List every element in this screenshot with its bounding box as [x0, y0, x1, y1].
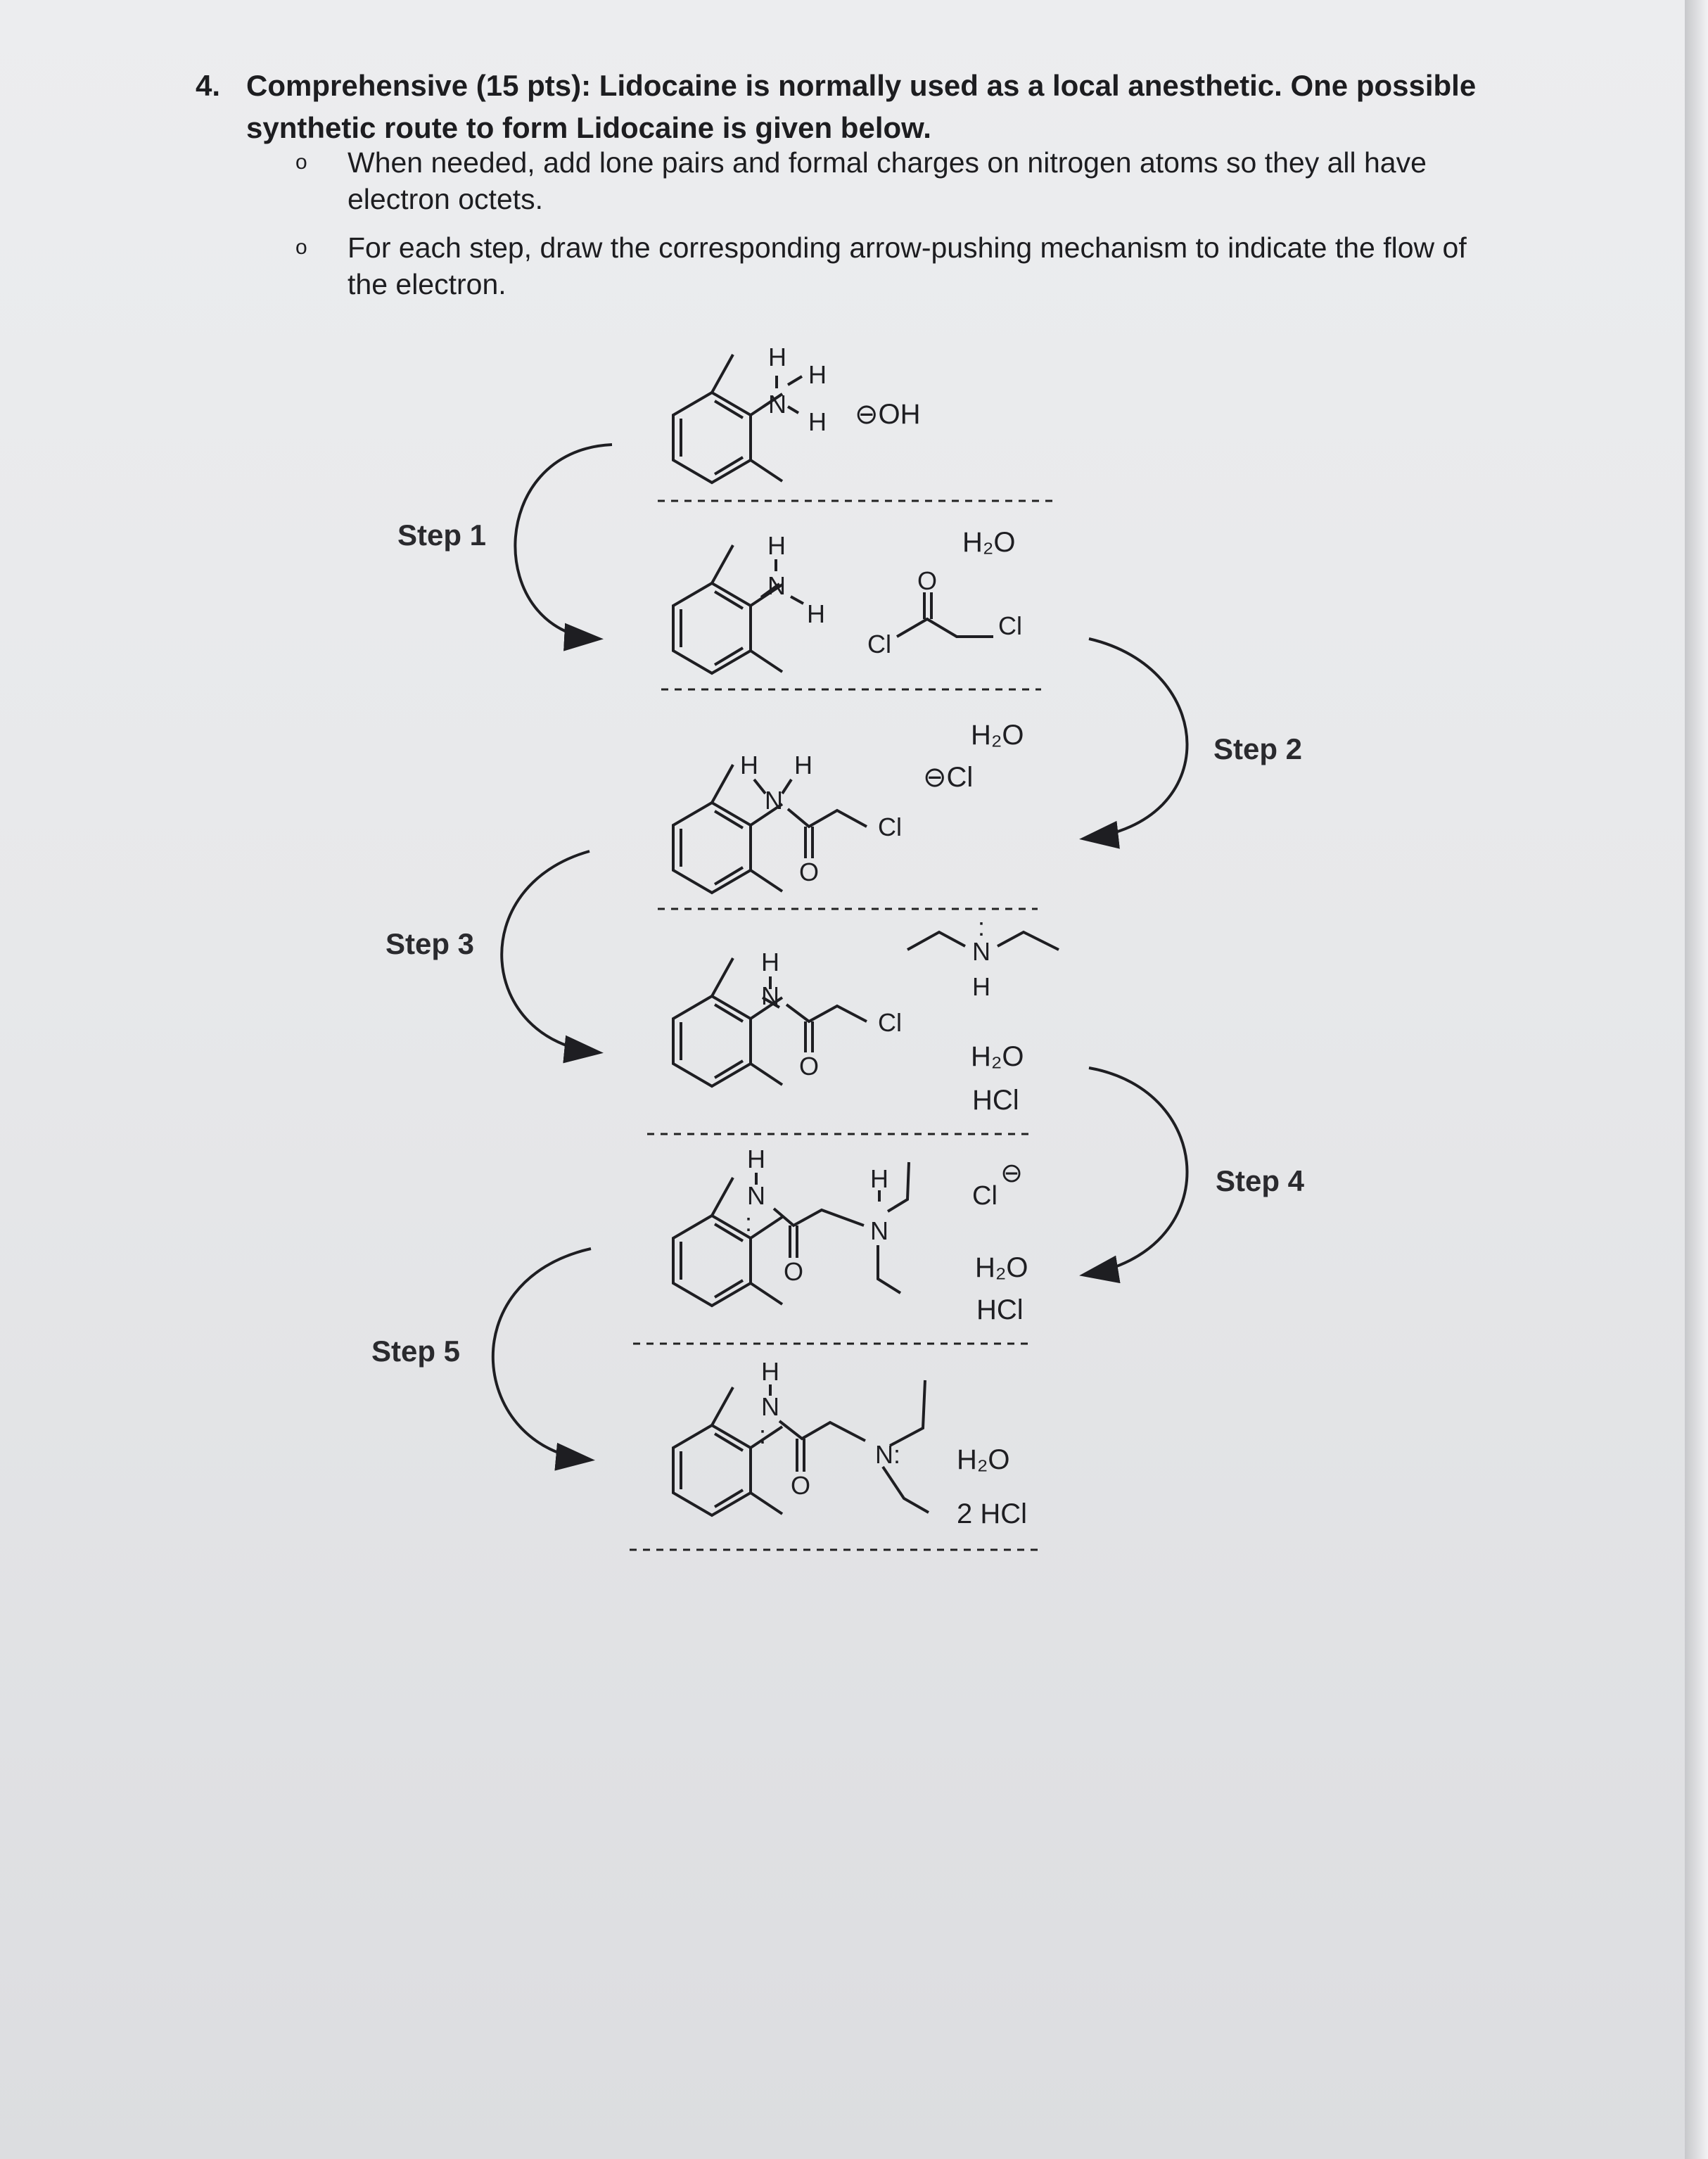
structure-5-ammonium-intermediate — [673, 1145, 1028, 1325]
atom-H: H — [794, 751, 812, 779]
instruction-text: When needed, add lone pairs and formal charges on nitrogen atoms so they all have electron octets. — [348, 146, 1427, 215]
step-1-arrow — [515, 445, 612, 639]
atom-O: O — [798, 1052, 820, 1081]
lone-pair: : — [758, 1420, 767, 1449]
diethylamine — [907, 912, 1059, 1001]
atom-N: N — [761, 1392, 779, 1421]
atom-H: H — [767, 531, 786, 560]
step-separators — [630, 501, 1055, 1550]
structure-4-chloroacetamide — [673, 912, 1059, 1116]
question-number: 4. — [196, 69, 221, 102]
atom-N: N — [972, 937, 990, 966]
minus-charge: ⊖ — [1000, 1159, 1023, 1188]
atom-H: H — [807, 599, 825, 628]
atom-O: O — [790, 1471, 811, 1500]
atom-Cl: Cl — [867, 630, 891, 658]
atom-H: H — [747, 1145, 765, 1173]
amine-N-with-lone-pair: N: — [875, 1440, 900, 1469]
atom-O: O — [917, 566, 938, 595]
water: H₂O — [975, 1252, 1028, 1283]
atom-Cl: Cl — [998, 611, 1022, 640]
step-2-label: Step 2 — [1213, 732, 1303, 765]
step-3-label: Step 3 — [385, 927, 475, 960]
step-3-arrow — [502, 851, 598, 1052]
atom-N: N — [767, 571, 786, 600]
lone-pair: : — [744, 1208, 753, 1237]
atom-N: N — [765, 786, 783, 815]
water: H₂O — [971, 1041, 1024, 1072]
chloride: ⊖Cl — [923, 762, 974, 793]
question-title: Comprehensive (15 pts): Lidocaine is normally used as a local anesthetic. One possible synthetic route to form Lidocaine is given below. — [246, 69, 1477, 144]
hydroxide: ⊖OH — [855, 399, 921, 430]
lone-pair: : — [977, 912, 986, 941]
step-4-label: Step 4 — [1216, 1164, 1305, 1197]
hcl: HCl — [972, 1085, 1019, 1116]
atom-H: H — [761, 1357, 779, 1386]
atom-H: H — [972, 972, 990, 1001]
step-1-label: Step 1 — [397, 518, 487, 552]
atom-Cl: Cl — [878, 1008, 902, 1037]
water: H₂O — [962, 527, 1016, 558]
hcl: HCl — [976, 1294, 1024, 1325]
atom-H: H — [808, 360, 827, 389]
water: H₂O — [957, 1444, 1010, 1475]
step-5-label: Step 5 — [371, 1335, 461, 1368]
structure-2-aniline — [673, 527, 1022, 673]
atom-H: H — [740, 751, 758, 779]
step-4-arrow — [1085, 1068, 1187, 1275]
atom-N: N — [870, 1216, 888, 1245]
bullet-circle-icon: o — [295, 236, 307, 259]
water: H₂O — [971, 720, 1024, 751]
step-arrows — [493, 445, 1187, 1460]
structure-1-anilinium — [673, 343, 921, 483]
atom-H: H — [768, 343, 786, 371]
atom-Cl: Cl — [878, 813, 902, 841]
step-5-arrow — [493, 1249, 591, 1460]
structure-6-lidocaine — [673, 1357, 1027, 1529]
atom-O: O — [783, 1257, 804, 1286]
atom-Cl: Cl — [972, 1181, 998, 1211]
atom-H: H — [761, 948, 779, 976]
chloroacetyl-chloride — [867, 566, 1022, 658]
atom-O: O — [798, 858, 820, 886]
atom-H: H — [808, 407, 827, 436]
two-hcl: 2 HCl — [957, 1498, 1028, 1529]
atom-N: N — [761, 981, 779, 1010]
step-2-arrow — [1085, 639, 1187, 839]
atom-N: N — [747, 1181, 765, 1210]
atom-H: H — [870, 1164, 888, 1193]
structure-3-tetrahedral-ammonium — [673, 720, 1024, 893]
instruction-text: For each step, draw the corresponding arrow-pushing mechanism to indicate the flow of the electron. — [348, 231, 1467, 300]
bullet-circle-icon: o — [295, 151, 307, 174]
atom-N: N — [768, 390, 786, 419]
